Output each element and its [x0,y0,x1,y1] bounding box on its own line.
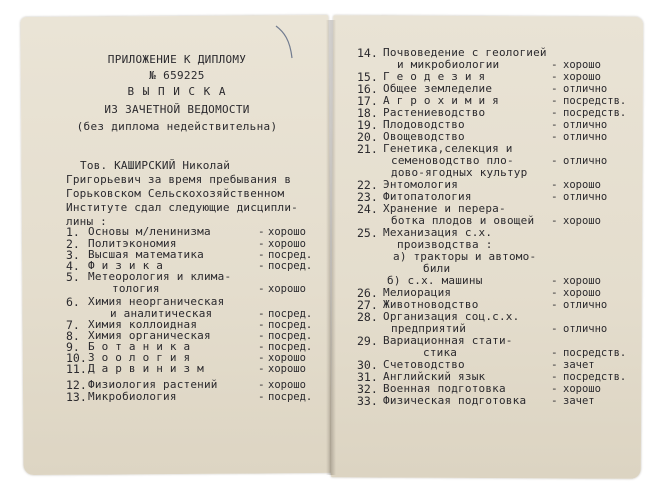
grade-dash: - [551,82,558,95]
intro-line: лины : [66,215,107,228]
item-number: 16. [357,82,378,96]
item-number: 26. [357,286,378,300]
diploma-number: № 659225 [149,69,205,82]
subject-name: Основы м/ленинизма [88,225,211,238]
subject-name: Почвоведение с геологией [383,46,547,59]
grade-dash: - [551,370,558,383]
subject-grade: отлично [563,131,608,143]
subject-name: Фитопатология [383,190,472,203]
subject-grade: отлично [563,191,608,203]
intro-line: Институте сдал следующие дисципли- [66,201,298,214]
grade-dash: - [551,70,558,83]
item-number: 32. [357,382,378,396]
subject-name: Политэкономия [88,237,177,250]
grade-dash: - [551,286,558,299]
subject-name: Химия коллоидная [88,318,198,331]
extract-title: В Ы П И С К А [127,85,227,98]
subject-name: били [423,262,451,275]
subject-name: Организация соц.с.х. [383,310,520,323]
grade-dash: - [258,259,265,272]
item-number: 30. [357,358,378,372]
subject-name: Мелиорация [383,286,452,299]
subject-grade: зачет [563,395,595,407]
subject-name: Счетоводство [383,358,465,371]
item-number: 33. [357,394,378,408]
subject-grade: хорошо [563,275,601,287]
grade-dash: - [551,394,558,407]
item-number: 18. [357,106,378,120]
item-number: 23. [357,190,378,204]
subject-name: Г е о д е з и я [383,70,486,83]
subject-grade: хорошо [268,379,306,391]
item-number: 2. [66,237,80,251]
item-number: 25. [357,226,378,240]
subject-grade: посредств. [563,95,627,107]
grade-dash: - [551,130,558,143]
item-number: 20. [357,130,378,144]
grade-dash: - [551,118,558,131]
subject-name: стика [423,346,458,359]
item-number: 7. [66,318,80,332]
grade-dash: - [258,329,265,342]
subject-name: З о о л о г и я [88,351,191,364]
validity-note: (без диплома недействительна) [76,120,278,133]
item-number: 5. [66,270,80,284]
subject-grade: хорошо [563,71,601,83]
subject-name: а) тракторы и автомо- [393,250,537,263]
subject-grade: зачет [563,359,595,371]
grade-dash: - [258,351,265,364]
item-number: 21. [357,142,378,156]
subject-grade: хорошо [268,238,306,250]
subject-name: Плодоводство [383,118,465,131]
subject-name: Английский язык [383,370,486,383]
subject-grade: посред. [268,330,313,342]
item-number: 10. [66,351,87,365]
record-title: ИЗ ЗАЧЕТНОЙ ВЕДОМОСТИ [104,103,250,116]
grade-dash: - [551,346,558,359]
grade-dash: - [551,106,558,119]
subject-grade: посред. [268,391,313,403]
subject-name: Физиология растений [88,378,218,391]
subject-grade: посред. [268,308,313,320]
subject-grade: посред. [268,260,313,272]
subject-grade: посредств. [563,347,627,359]
subject-grade: хорошо [563,383,601,395]
grade-dash: - [258,282,265,295]
grade-dash: - [551,94,558,107]
subject-grade: отлично [563,119,608,131]
subject-name: производства : [397,238,493,251]
subject-grade: отлично [563,323,608,335]
subject-name: предприятий [391,322,467,335]
subject-grade: хорошо [268,226,306,238]
subject-grade: посредств. [563,107,627,119]
item-number: 28. [357,310,378,324]
grade-dash: - [551,322,558,335]
item-number: 19. [357,118,378,132]
subject-name: Овощеводство [383,130,465,143]
item-number: 31. [357,370,378,384]
subject-grade: отлично [563,155,608,167]
item-number: 27. [357,298,378,312]
item-number: 3. [66,248,80,262]
grade-dash: - [551,274,558,287]
subject-name: дово-ягодных культур [391,166,528,179]
subject-grade: отлично [563,299,608,311]
subject-name: Вариационная стати- [383,334,513,347]
grade-dash: - [258,307,265,320]
intro-line: Григорьевич за время пребывания в [66,173,292,186]
item-number: 11. [66,362,87,376]
grade-dash: - [258,390,265,403]
subject-name: Физическая подготовка [383,394,527,407]
subject-name: Общее земледелие [383,82,493,95]
item-number: 12. [66,378,87,392]
subject-name: Б о т а н и к а [88,340,191,353]
appendix-title: ПРИЛОЖЕНИЕ К ДИПЛОМУ [107,53,247,66]
item-number: 22. [357,178,378,192]
subject-name: Растениеводство [383,106,486,119]
subject-name: Энтомология [383,178,459,191]
grade-dash: - [258,378,265,391]
grade-dash: - [258,362,265,375]
grade-dash: - [258,237,265,250]
subject-name: Военная подготовка [383,382,506,395]
subject-name: Хранение и перера- [383,202,506,215]
subject-name: семеноводство пло- [391,154,514,167]
item-number: 4. [66,259,80,273]
subject-grade: посред. [268,341,313,353]
subject-name: б) с.х. машины [387,274,483,287]
subject-name: Химия органическая [88,329,211,342]
subject-grade: отлично [563,83,608,95]
subject-grade: хорошо [563,179,601,191]
grade-dash: - [551,190,558,203]
subject-name: А г р о х и м и я [383,94,499,107]
subject-grade: хорошо [563,287,601,299]
intro-line: Горьковском Сельскохозяйственном [66,187,285,200]
item-number: 15. [357,70,378,84]
subject-name: тология [112,282,160,295]
subject-name: Химия неорганическая [88,295,225,308]
subject-grade: хорошо [563,59,601,71]
grade-dash: - [258,225,265,238]
item-number: 17. [357,94,378,108]
item-number: 13. [66,390,87,404]
item-number: 14. [357,46,378,60]
subject-name: Животноводство [383,298,479,311]
grade-dash: - [551,298,558,311]
subject-name: Генетика,селекция и [383,142,513,155]
grade-dash: - [258,340,265,353]
grade-dash: - [551,178,558,191]
item-number: 6. [66,295,80,309]
item-number: 24. [357,202,378,216]
subject-name: и аналитическая [110,307,213,320]
subject-name: Высшая математика [88,248,204,261]
subject-name: Метеорология и клима- [88,270,232,283]
subject-name: Микробиология [88,390,177,403]
subject-grade: хорошо [563,215,601,227]
grade-dash: - [551,58,558,71]
grade-dash: - [551,214,558,227]
grade-dash: - [258,318,265,331]
subject-name: Механизация с.х. [383,226,493,239]
document-spine [326,20,336,475]
subject-grade: посред. [268,319,313,331]
subject-grade: хорошо [268,283,306,295]
subject-grade: посред. [268,249,313,261]
item-number: 9. [66,340,80,354]
grade-dash: - [258,248,265,261]
item-number: 29. [357,334,378,348]
subject-name: ботка плодов и овощей [391,214,535,227]
subject-name: Ф и з и к а [88,259,164,272]
subject-grade: посредств. [563,371,627,383]
item-number: 8. [66,329,80,343]
grade-dash: - [551,382,558,395]
subject-name: Д а р в и н и з м [88,362,204,375]
subject-grade: хорошо [268,363,306,375]
subject-name: и микробиологии [397,58,500,71]
grade-dash: - [551,358,558,371]
grade-dash: - [551,154,558,167]
subject-grade: хорошо [268,352,306,364]
item-number: 1. [66,225,80,239]
intro-line: Тов. КАШИРСКИЙ Николай [80,159,231,172]
